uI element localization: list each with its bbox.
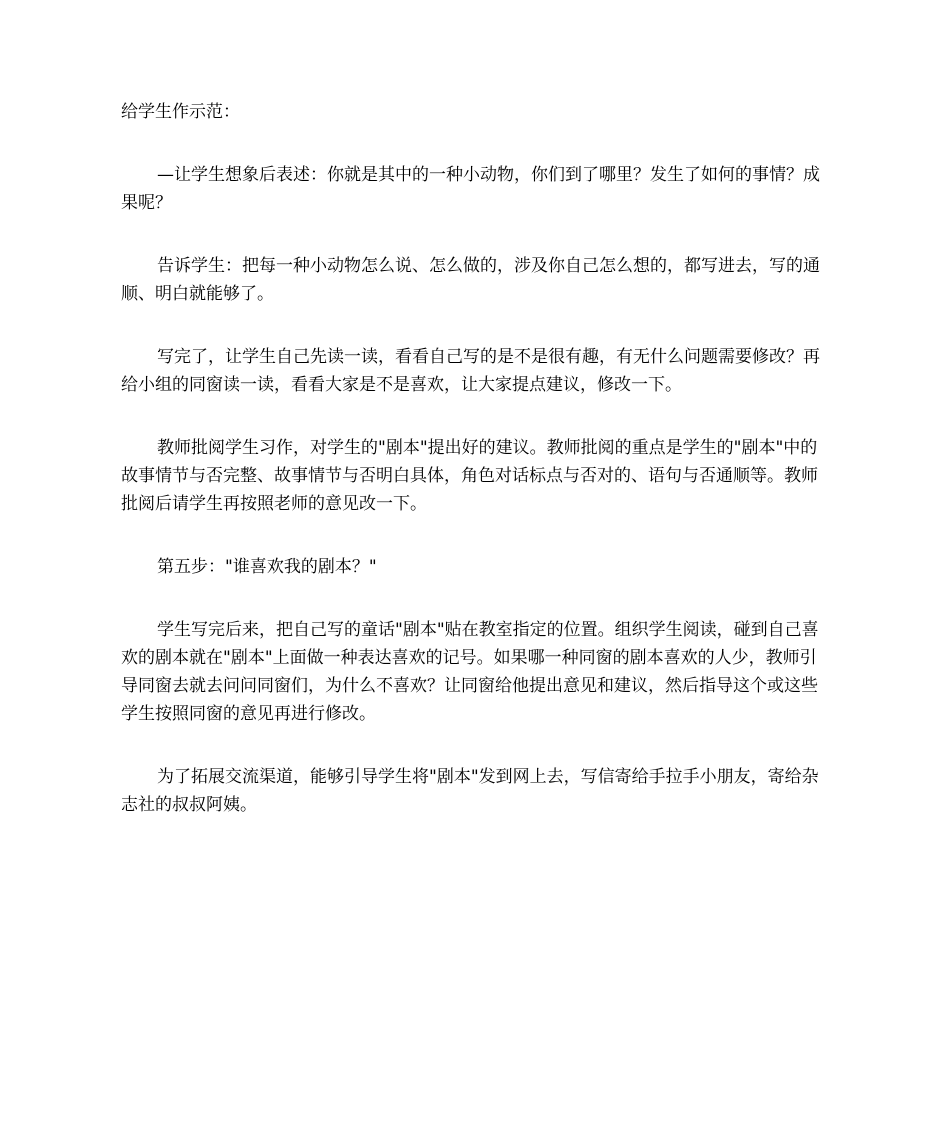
- paragraph-self-review: 写完了，让学生自己先读一读，看看自己写的是不是很有趣，有无什么问题需要修改？再给小组的同窗读一读，看看大家是不是喜欢，让大家提点建议，修改一下。: [121, 347, 820, 395]
- paragraph-teacher-review: 教师批阅学生习作，对学生的"剧本"提出好的建议。教师批阅的重点是学生的"剧本"中的故事情节与否完整、故事情节与否明白具体，角色对话标点与否对的、语句与否通顺等。教师批阅后请学生再按照老师的意见改一下。: [121, 438, 818, 514]
- paragraph-step-five-heading: 第五步："谁喜欢我的剧本？": [157, 557, 377, 577]
- paragraph-tell-students: 告诉学生：把每一种小动物怎么说、怎么做的，涉及你自己怎么想的，都写进去，写的通顺、明白就能够了。: [121, 256, 820, 304]
- paragraph-imagine: —让学生想象后表述：你就是其中的一种小动物，你们到了哪里？发生了如何的事情？成果呢？: [121, 165, 820, 213]
- paragraph-post-scripts: 学生写完后来，把自己写的童话"剧本"贴在教室指定的位置。组织学生阅读，碰到自己喜欢的剧本就在"剧本"上面做一种表达喜欢的记号。如果哪一种同窗的剧本喜欢的人少，教师引导同窗去就去问问同窗们，为什么不喜欢？让同窗给他提出意见和建议，然后指导这个或这些学生按照同窗的意见再进行修改。: [121, 620, 819, 724]
- paragraph-intro: 给学生作示范：: [121, 102, 240, 122]
- paragraph-expand-channels: 为了拓展交流渠道，能够引导学生将"剧本"发到网上去，写信寄给手拉手小朋友，寄给杂志社的叔叔阿姨。: [121, 767, 819, 815]
